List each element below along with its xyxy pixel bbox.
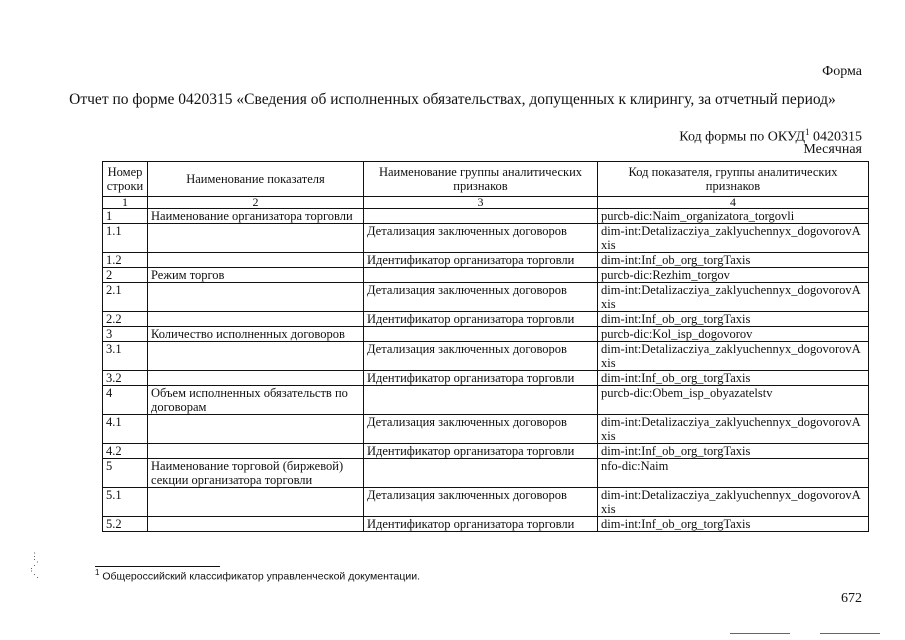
indicator-code-cell: dim-int:Detalizacziya_zaklyuchennyx_dogovorovAxis	[598, 342, 869, 371]
indicator-name-cell: Количество исполненных договоров	[148, 327, 364, 342]
header-group-name: Наименование группы аналитических признаков	[364, 162, 598, 197]
indicator-name-cell	[148, 488, 364, 517]
indicator-code-cell: dim-int:Inf_ob_org_torgTaxis	[598, 312, 869, 327]
header-row-number: Номер строки	[103, 162, 148, 197]
indicator-code-cell: dim-int:Inf_ob_org_torgTaxis	[598, 444, 869, 459]
group-name-cell: Идентификатор организатора торговли	[364, 444, 598, 459]
table-header-row	[103, 162, 869, 197]
group-name-cell: Детализация заключенных договоров	[364, 342, 598, 371]
column-number: 3	[364, 197, 598, 209]
group-name-cell	[364, 459, 598, 488]
periodicity: Месячная	[803, 142, 862, 157]
group-name-cell: Идентификатор организатора торговли	[364, 312, 598, 327]
group-name-cell	[364, 386, 598, 415]
indicator-code-cell: dim-int:Detalizacziya_zaklyuchennyx_dogovorovAxis	[598, 283, 869, 312]
row-number-cell: 5.1	[103, 488, 148, 517]
group-name-cell: Идентификатор организатора торговли	[364, 371, 598, 386]
indicator-name-cell: Наименование торговой (биржевой) секции организатора торговли	[148, 459, 364, 488]
row-number-cell: 3.1	[103, 342, 148, 371]
table-row	[103, 386, 869, 415]
column-number: 4	[598, 197, 869, 209]
table-row	[103, 517, 869, 532]
indicator-code-cell: dim-int:Detalizacziya_zaklyuchennyx_dogovorovAxis	[598, 488, 869, 517]
table-row	[103, 253, 869, 268]
group-name-cell	[364, 209, 598, 224]
indicator-name-cell	[148, 415, 364, 444]
row-number-cell: 5.2	[103, 517, 148, 532]
row-number-cell: 4.1	[103, 415, 148, 444]
group-name-cell: Идентификатор организатора торговли	[364, 253, 598, 268]
indicator-code-cell: purcb-dic:Rezhim_torgov	[598, 268, 869, 283]
column-number-row	[103, 197, 869, 209]
scan-margin-mark: ⋮ ⋰ ⋱	[30, 551, 39, 579]
form-label: Форма	[822, 64, 862, 79]
indicator-code-cell: dim-int:Inf_ob_org_torgTaxis	[598, 253, 869, 268]
table-row	[103, 327, 869, 342]
group-name-cell: Детализация заключенных договоров	[364, 415, 598, 444]
table-row	[103, 268, 869, 283]
indicator-code-cell: dim-int:Inf_ob_org_torgTaxis	[598, 371, 869, 386]
table-row	[103, 371, 869, 386]
row-number-cell: 1.2	[103, 253, 148, 268]
group-name-cell	[364, 327, 598, 342]
group-name-cell: Детализация заключенных договоров	[364, 283, 598, 312]
table-row	[103, 444, 869, 459]
row-number-cell: 2.2	[103, 312, 148, 327]
page-number: 672	[841, 591, 862, 606]
okud-footnote-ref: 1	[805, 127, 810, 137]
table-row	[103, 312, 869, 327]
footnote-rule	[95, 566, 220, 567]
footnote	[95, 568, 420, 583]
indicator-name-cell	[148, 371, 364, 386]
scan-artifact-line	[820, 633, 880, 634]
okud-prefix: Код формы по ОКУД	[679, 129, 805, 145]
row-number-cell: 4.2	[103, 444, 148, 459]
indicator-name-cell	[148, 283, 364, 312]
footnote-text: Общероссийский классификатор управленческой документации.	[102, 570, 421, 583]
table-row	[103, 224, 869, 253]
indicator-code-cell: dim-int:Detalizacziya_zaklyuchennyx_dogovorovAxis	[598, 224, 869, 253]
footnote-marker: 1	[95, 568, 100, 577]
row-number-cell: 2	[103, 268, 148, 283]
group-name-cell	[364, 268, 598, 283]
group-name-cell: Детализация заключенных договоров	[364, 488, 598, 517]
header-indicator-code: Код показателя, группы аналитических признаков	[598, 162, 869, 197]
report-table	[102, 161, 869, 532]
indicator-name-cell: Объем исполненных обязательств по договорам	[148, 386, 364, 415]
column-number: 2	[148, 197, 364, 209]
row-number-cell: 2.1	[103, 283, 148, 312]
indicator-code-cell: purcb-dic:Kol_isp_dogovorov	[598, 327, 869, 342]
indicator-name-cell	[148, 312, 364, 327]
indicator-name-cell: Режим торгов	[148, 268, 364, 283]
scan-artifact-line	[730, 633, 790, 634]
table-row	[103, 488, 869, 517]
report-title: Отчет по форме 0420315 «Сведения об исполненных обязательствах, допущенных к клирингу, за отчетный период»	[69, 91, 836, 108]
row-number-cell: 5	[103, 459, 148, 488]
table-row	[103, 283, 869, 312]
group-name-cell: Идентификатор организатора торговли	[364, 517, 598, 532]
indicator-code-cell: nfo-dic:Naim	[598, 459, 869, 488]
table-row	[103, 459, 869, 488]
indicator-name-cell: Наименование организатора торговли	[148, 209, 364, 224]
table-body	[103, 209, 869, 532]
row-number-cell: 1.1	[103, 224, 148, 253]
table-row	[103, 415, 869, 444]
indicator-name-cell	[148, 253, 364, 268]
indicator-code-cell: dim-int:Detalizacziya_zaklyuchennyx_dogovorovAxis	[598, 415, 869, 444]
indicator-name-cell	[148, 517, 364, 532]
header-indicator-name: Наименование показателя	[148, 162, 364, 197]
indicator-name-cell	[148, 342, 364, 371]
row-number-cell: 3	[103, 327, 148, 342]
indicator-code-cell: dim-int:Inf_ob_org_torgTaxis	[598, 517, 869, 532]
table-row	[103, 342, 869, 371]
column-number: 1	[103, 197, 148, 209]
row-number-cell: 4	[103, 386, 148, 415]
table-row	[103, 209, 869, 224]
group-name-cell: Детализация заключенных договоров	[364, 224, 598, 253]
row-number-cell: 1	[103, 209, 148, 224]
indicator-code-cell: purcb-dic:Obem_isp_obyazatelstv	[598, 386, 869, 415]
indicator-name-cell	[148, 444, 364, 459]
indicator-code-cell: purcb-dic:Naim_organizatora_torgovli	[598, 209, 869, 224]
okud-code: 0420315	[813, 129, 862, 145]
indicator-name-cell	[148, 224, 364, 253]
row-number-cell: 3.2	[103, 371, 148, 386]
